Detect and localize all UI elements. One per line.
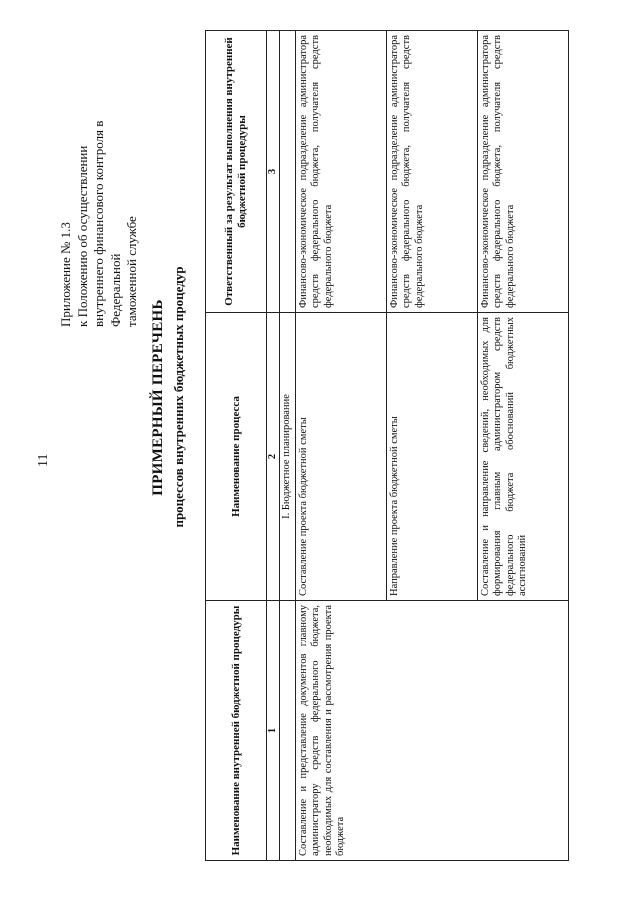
column-number-row (267, 31, 280, 861)
header-procedure: Наименование внутренней бюджетной процедуры (206, 601, 267, 861)
document-subtitle: процессов внутренних бюджетных процедур (171, 266, 186, 528)
section-spacer (280, 31, 296, 313)
responsible-cell: Финансово-экономическое подразделение администратора средств федерального бюджета, получателя средств федерального бюджета (386, 31, 477, 313)
table-header-row (206, 31, 267, 861)
column-number: 1 (267, 601, 280, 861)
appendix-line: таможенной службе (124, 216, 139, 327)
header-process: Наименование процесса (206, 313, 267, 601)
appendix-line: внутреннего финансового контроля в (91, 120, 106, 327)
appendix-line: Федеральной (107, 253, 123, 327)
process-cell: Составление проекта бюджетной сметы (295, 313, 386, 601)
section-title: I. Бюджетное планирование (280, 313, 296, 601)
responsible-cell: Финансово-экономическое подразделение администратора средств федерального бюджета, получателя средств федерального бюджета (295, 31, 386, 313)
procedure-cell: Составление и представление документов главному администратору средств федерального бюджета, необходимых для составления и рассмотрения проекта бюджета (295, 601, 568, 861)
process-cell: Составление и направление сведений, необходимых для формирования главным администратором средств федерального бюджета обоснований бюджетных ассигнований (477, 313, 568, 601)
appendix-line: Приложение № 1.3 (58, 222, 73, 327)
appendix-line: к Положению об осуществлении (74, 145, 90, 327)
section-spacer (280, 601, 296, 861)
table-row (295, 31, 386, 861)
process-cell: Направление проекта бюджетной сметы (386, 313, 477, 601)
procedures-table (205, 30, 569, 861)
section-row (280, 31, 296, 861)
column-number: 2 (267, 313, 280, 601)
column-number: 3 (267, 31, 280, 313)
responsible-cell: Финансово-экономическое подразделение администратора средств федерального бюджета, получателя средств федерального бюджета (477, 31, 568, 313)
page-number: 11 (36, 453, 51, 467)
document-title: ПРИМЕРНЫЙ ПЕРЕЧЕНЬ (150, 299, 166, 496)
appendix-block (58, 121, 141, 327)
header-responsible: Ответственный за результат выполнения внутренней бюджетной процедуры (206, 31, 267, 313)
